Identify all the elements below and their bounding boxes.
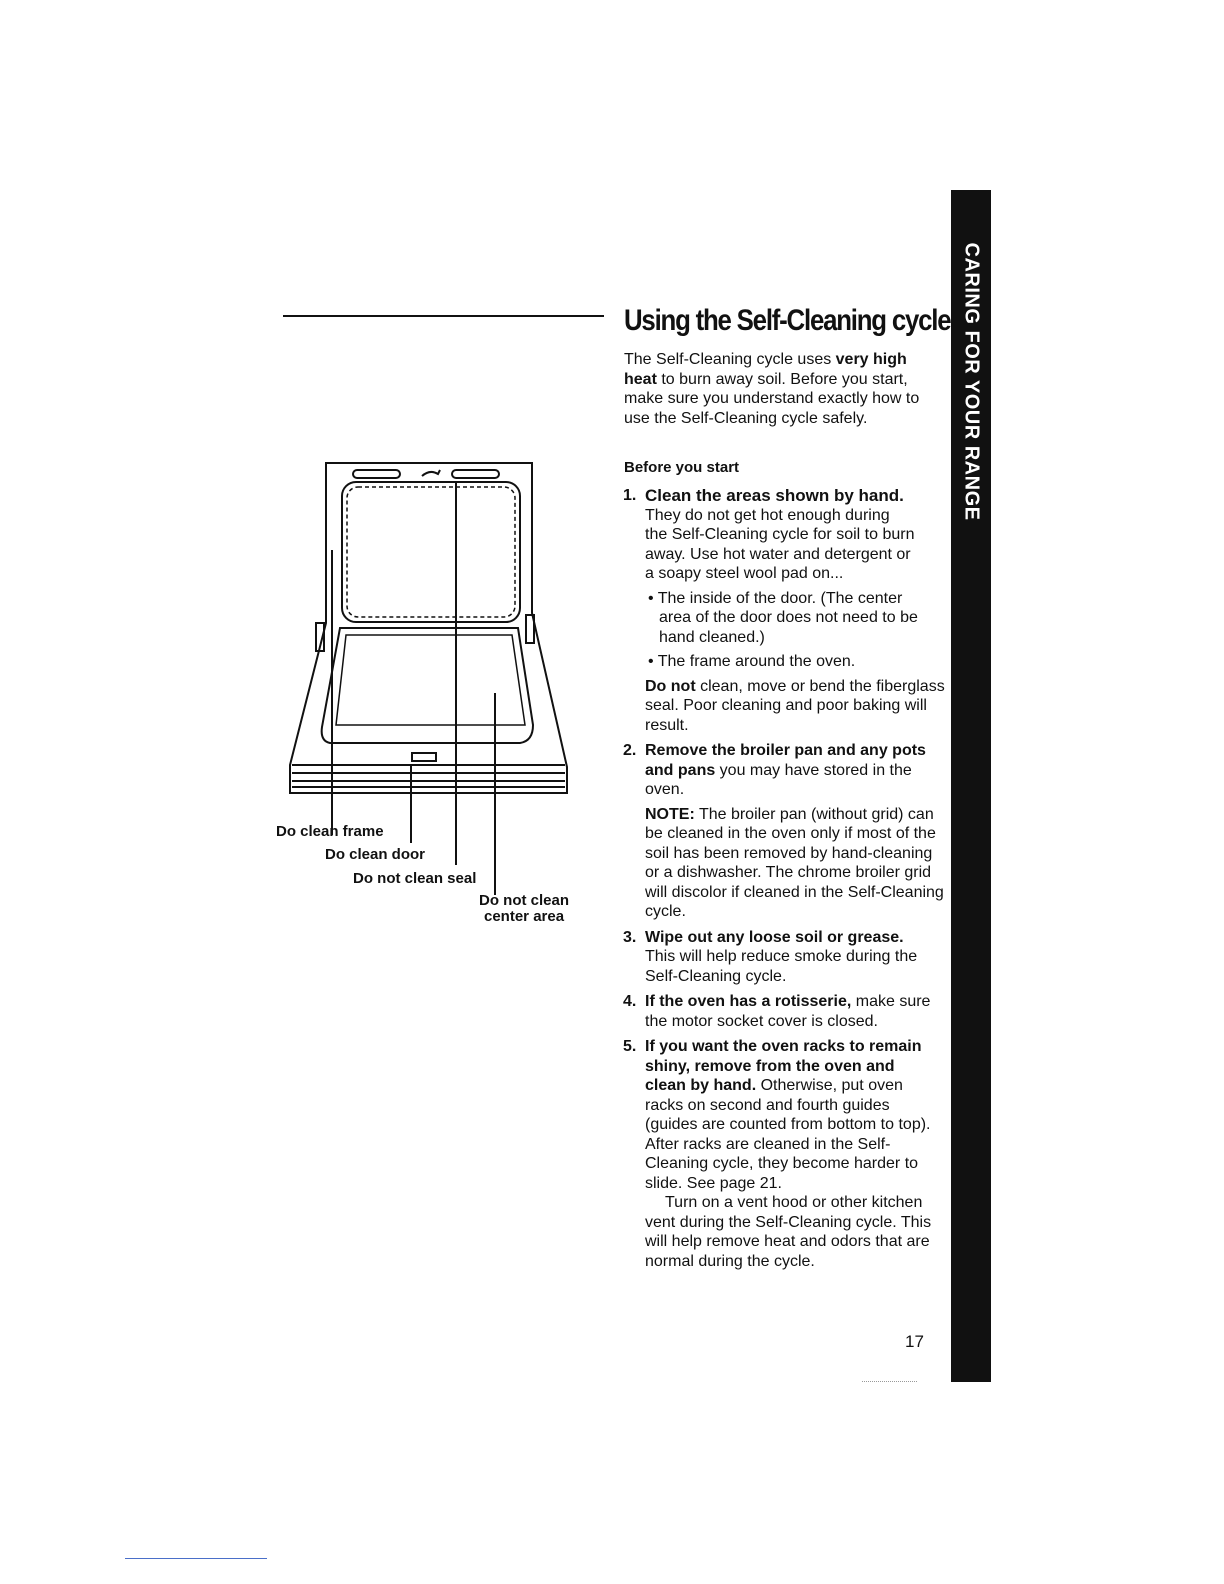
intro-text-2: to burn away soil. Before you start, make sure you understand exactly how to use the Self-Cleaning cycle safely. xyxy=(624,370,920,427)
step-2-note-text: The broiler pan (without grid) can be cleaned in the oven only if most of the soil has been removed by hand-cleaning or a dishwasher. The chrome broiler grid will discolor if cleaned in the Self-Cleaning cycle. xyxy=(645,805,944,920)
step-1-text: They do not get hot enough during the Self-Cleaning cycle for soil to burn away. Use hot water and detergent or a soapy steel wool pad on... xyxy=(645,506,915,582)
page-title: Using the Self-Cleaning cycle xyxy=(624,304,951,337)
step-2-body xyxy=(645,741,945,800)
intro-text-1: The Self-Cleaning cycle uses xyxy=(624,351,836,368)
label-do-not-clean-center-1: Do not clean xyxy=(479,892,570,909)
step-3 xyxy=(624,928,935,987)
step-2-note-bold: NOTE: xyxy=(645,805,695,823)
step-4-heading: If the oven has a rotisserie, xyxy=(645,993,852,1010)
step-4 xyxy=(624,992,945,1031)
step-1 xyxy=(624,486,945,735)
bottom-rule xyxy=(125,1558,267,1559)
label-do-clean-frame: Do clean frame xyxy=(276,823,384,840)
step-3-text: This will help reduce smoke during the Self-Cleaning cycle. xyxy=(645,948,918,985)
step-1-note xyxy=(645,677,945,736)
intro-bold: very high heat xyxy=(624,351,907,388)
step-2-text: you may have stored in the oven. xyxy=(645,761,912,798)
step-number: 2. xyxy=(623,742,637,759)
step-3-heading: Wipe out any loose soil or grease. xyxy=(645,928,904,946)
step-5-extra: Turn on a vent hood or other kitchen vent during the Self-Cleaning cycle. This will help remove heat and odors that are normal during the cycle. xyxy=(645,1194,932,1270)
side-tab xyxy=(951,190,991,1382)
scan-artifact xyxy=(862,1381,917,1382)
side-tab-label: CARING FOR YOUR RANGE xyxy=(960,242,983,521)
step-1-note-text: clean, move or bend the fiberglass seal. Poor cleaning and poor baking will result. xyxy=(645,677,945,734)
label-do-not-clean-seal: Do not clean seal xyxy=(353,870,477,887)
step-number: 1. xyxy=(623,487,637,504)
subheading-before-you-start: Before you start xyxy=(624,459,740,476)
label-do-not-clean-center-2: center area xyxy=(484,908,565,925)
top-rule xyxy=(283,315,604,317)
step-5-body xyxy=(645,1037,935,1193)
step-5 xyxy=(624,1037,935,1271)
intro-paragraph xyxy=(624,350,924,428)
step-1-note-bold: Do not xyxy=(645,677,696,695)
step-number: 4. xyxy=(623,993,637,1010)
step-1-bullet-1: • The inside of the door. (The center area of the door does not need to be hand cleaned.) xyxy=(648,589,918,646)
step-3-body xyxy=(645,928,935,987)
step-5-text: Otherwise, put oven racks on second and fourth guides (guides are counted from bottom to top). After racks are cleaned in the Self-Cleaning cycle, they become harder to slide. See page 21. xyxy=(645,1077,931,1192)
step-4-body xyxy=(645,992,945,1031)
step-2-heading: Remove the broiler pan and any pots and pans xyxy=(645,742,926,779)
step-1-heading: Clean the areas shown by hand. xyxy=(645,486,904,505)
step-1-bullet-2: • The frame around the oven. xyxy=(648,653,856,670)
step-number: 3. xyxy=(623,928,637,946)
label-do-clean-door: Do clean door xyxy=(325,846,426,863)
page-number: 17 xyxy=(905,1332,924,1351)
step-2-note xyxy=(645,805,945,922)
step-4-text: make sure the motor socket cover is closed. xyxy=(645,993,931,1030)
step-number: 5. xyxy=(623,1038,637,1055)
step-2 xyxy=(624,741,945,922)
steps-list xyxy=(624,486,954,1277)
step-5-heading: If you want the oven racks to remain shiny, remove from the oven and clean by hand. xyxy=(645,1038,922,1094)
